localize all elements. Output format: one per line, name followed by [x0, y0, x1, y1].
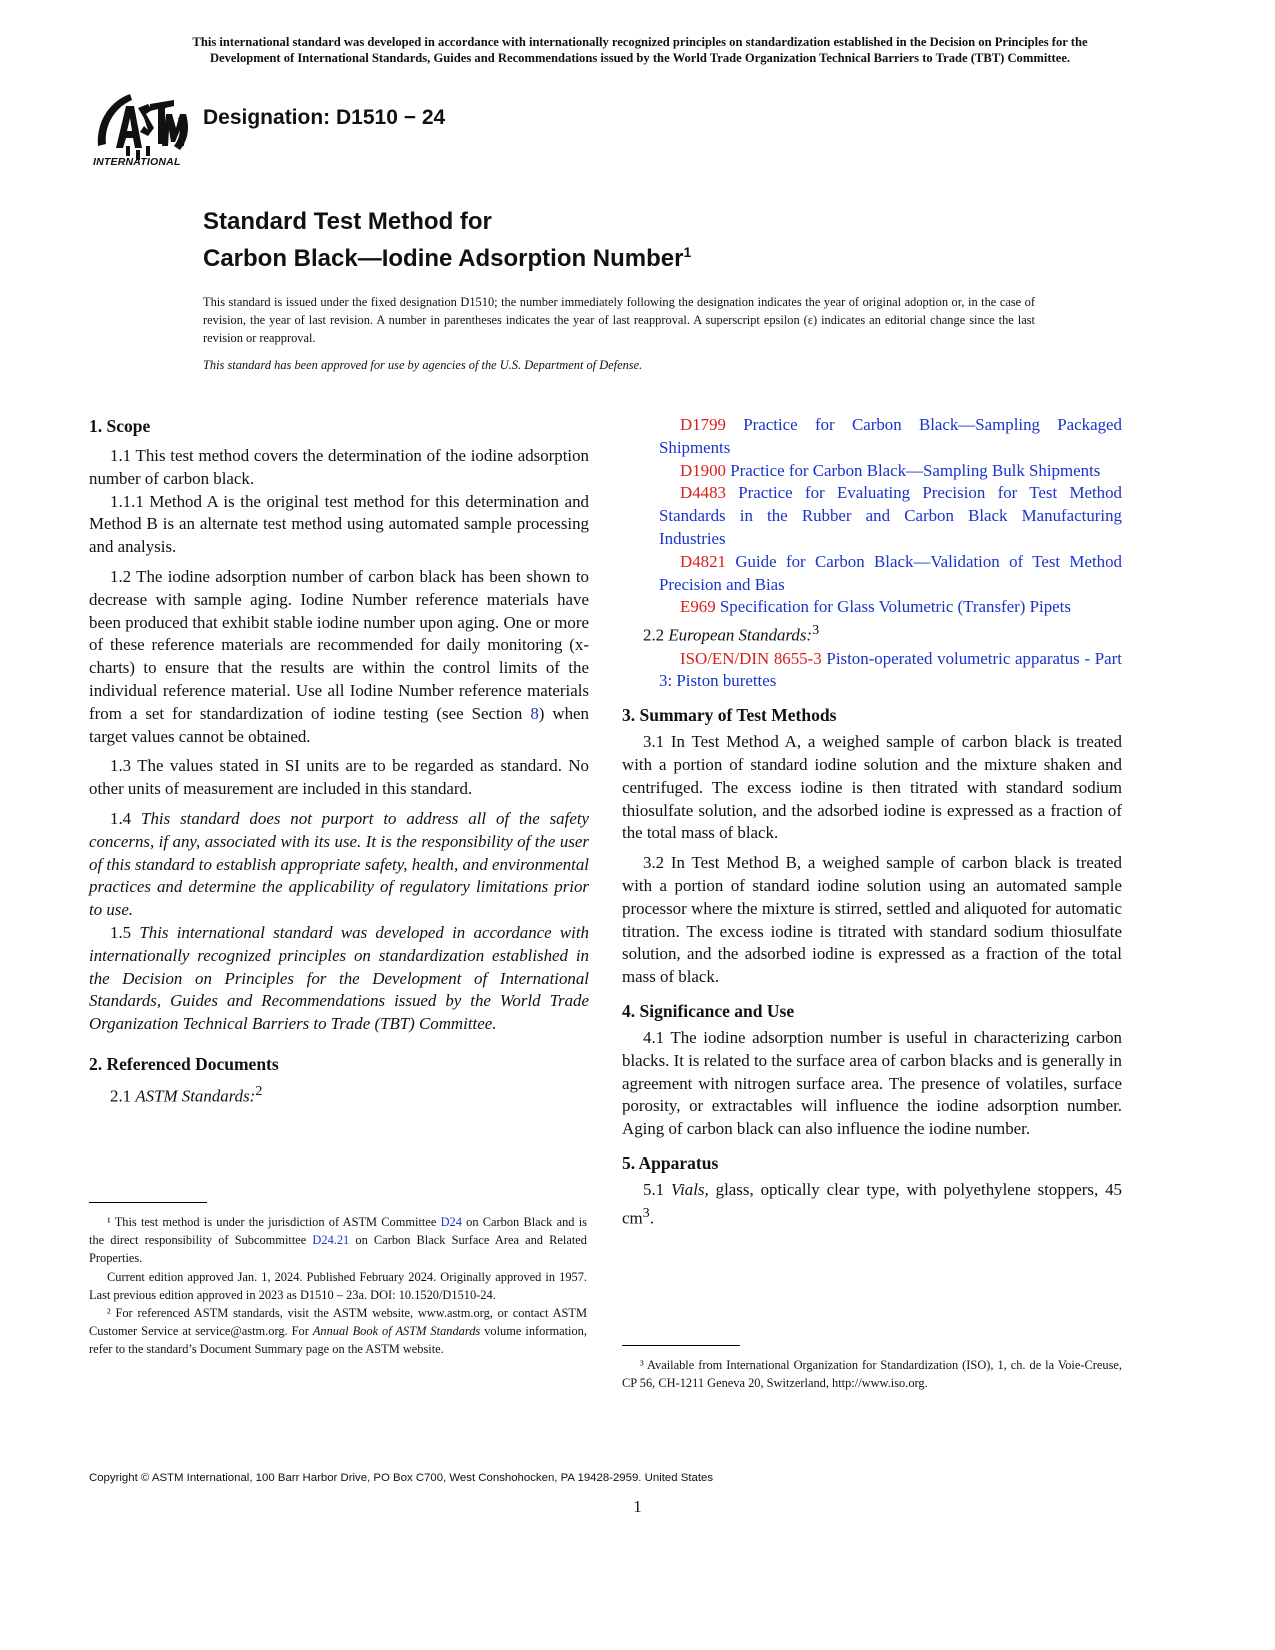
- section-4-heading: 4. Significance and Use: [622, 1000, 795, 1021]
- para-1-1-1: 1.1.1 Method A is the original test method for this determination and Method B is an alternate test method using automated sample processing and analysis.: [89, 491, 589, 557]
- title-line-1: Standard Test Method for: [203, 208, 492, 235]
- section-2-heading: 2. Referenced Documents: [89, 1053, 279, 1074]
- para-2-1-text: ASTM Standards:: [135, 1086, 256, 1106]
- reference-title[interactable]: Practice for Carbon Black—Sampling Bulk Shipments: [730, 460, 1101, 480]
- para-5-1-superscript: 3: [642, 1204, 650, 1221]
- committee-d24-link[interactable]: D24: [440, 1215, 462, 1229]
- para-3-1: 3.1 In Test Method A, a weighed sample of carbon black is treated with a portion of standard iodine solution and the mixture shaken and centrifuged. The excess iodine is then titrated with standard sodium thiosulfate solution, and the adsorbed iodine is expressed as a fraction of the total mass of black.: [622, 732, 1122, 843]
- para-1-1: 1.1 This test method covers the determination of the iodine adsorption number of carbon black.: [89, 446, 589, 488]
- reference-item[interactable]: [622, 460, 1122, 483]
- footnote-1-edition: Current edition approved Jan. 1, 2024. Published February 2024. Originally approved in 1957. Last previous edition approved in 2023 as D1510 – 23a. DOI: 10.1520/D1510-24.: [89, 1269, 587, 1302]
- footnote-1: [89, 1213, 587, 1268]
- top-notice: [80, 34, 1200, 66]
- para-2-1: [89, 1080, 589, 1108]
- para-1-2-text-b: ) when target values cannot be obtained.: [89, 703, 589, 746]
- reference-title[interactable]: Specification for Glass Volumetric (Transfer) Pipets: [719, 597, 1071, 617]
- notice-line-2: Development of International Standards, Guides and Recommendations issued by the World Trade Organization Technical Barriers to Trade (TBT) Committee.: [209, 51, 1071, 65]
- section-1-heading: 1. Scope: [89, 416, 151, 436]
- issuance-statement: This standard is issued under the fixed designation D1510; the number immediately following the designation indicates the year of original adoption or, in the case of revision, the year of last revision. A number in parentheses indicates the year of last reapproval. A superscript epsilon (ε) indicates an editorial change since the last revision or reapproval.: [203, 295, 1035, 345]
- section-8-link[interactable]: 8: [530, 703, 539, 723]
- reference-code[interactable]: D1799: [680, 415, 726, 434]
- page-number: 1: [633, 1497, 642, 1516]
- footnote-rule-right: [622, 1345, 740, 1346]
- reference-title[interactable]: Guide for Carbon Black—Validation of Test Method Precision and Bias: [659, 551, 1122, 594]
- reference-code[interactable]: D4821: [680, 551, 726, 571]
- title-line-2-text: Carbon Black—Iodine Adsorption Number: [203, 245, 684, 272]
- section-3-heading: 3. Summary of Test Methods: [622, 705, 837, 726]
- reference-item[interactable]: [622, 414, 1122, 460]
- iso-reference-title[interactable]: Piston-operated volumetric apparatus - Part 3: Piston burettes: [659, 648, 1122, 691]
- para-4-1: 4.1 The iodine adsorption number is useful in characterizing carbon blacks. It is related to the surface area of carbon blacks and is generally in agreement with nitrogen surface area. The presence of volatiles, surface porosity, or extractables will influence the iodine adsorption number. Aging of carbon black can also influence the iodine number.: [622, 1027, 1122, 1139]
- footnote-2-text-a: ² For referenced ASTM standards, visit the ASTM website, www.astm.org, or contact ASTM Customer Service at service@astm.org. For: [89, 1306, 587, 1339]
- para-1-4: [89, 808, 589, 922]
- dod-approval-note: This standard has been approved for use by agencies of the U.S. Department of Defense.: [203, 358, 643, 372]
- para-1-5-number: 1.5: [110, 922, 140, 942]
- para-1-2-text-a: 1.2 The iodine adsorption number of carbon black has been shown to decrease with sample aging. Iodine Number reference materials have been produced that exhibit stable iodine number upon aging. One or more of these reference materials are recommended for daily monitoring (x-charts) to ensure that the results are within the control limits of the individual reference material. Use all Iodine Number reference materials from a set for standardization of iodine testing (see Section: [89, 566, 589, 723]
- para-1-4-number: 1.4: [110, 808, 142, 828]
- para-5-1-italic: Vials,: [671, 1179, 709, 1199]
- footnotes-left: [89, 1213, 587, 1359]
- designation: Designation: D1510 − 24: [203, 106, 446, 129]
- para-5-1-number: 5.1: [643, 1179, 672, 1199]
- footnote-3: ³ Available from International Organization for Standardization (ISO), 1, ch. de la Voie-Creuse, CP 56, CH-1211 Geneva 20, Switzerland, http://www.iso.org.: [622, 1358, 1122, 1391]
- para-2-2-number: 2.2: [643, 625, 669, 645]
- para-2-2: [622, 619, 1122, 647]
- title-line-2: [203, 237, 691, 274]
- title-footnote-mark: 1: [683, 244, 692, 260]
- para-1-4-text: This standard does not purport to address all of the safety concerns, if any, associated with its use. It is the responsibility of the user of this standard to establish appropriate safety, health, and environmental practices and determine the applicability of regulatory limitations prior to use.: [89, 808, 590, 920]
- para-5-1-text: glass, optically clear type, with polyethylene stoppers, 45 cm: [622, 1179, 1122, 1228]
- para-2-1-footnote-mark: 2: [255, 1082, 263, 1099]
- footnote-1-text-c: on Carbon Black Surface Area and Related Properties.: [89, 1233, 587, 1266]
- footnote-1-text-a: ¹ This test method is under the jurisdiction of ASTM Committee: [107, 1215, 441, 1229]
- footnote-2-italic: Annual Book of ASTM Standards: [312, 1324, 481, 1339]
- footnote-2-text-b: volume information, refer to the standard’s Document Summary page on the ASTM website.: [89, 1324, 587, 1357]
- reference-item[interactable]: [622, 596, 1122, 619]
- para-5-1-end: .: [649, 1208, 654, 1228]
- reference-item[interactable]: [622, 482, 1122, 550]
- para-1-5: [89, 922, 589, 1036]
- para-3-2: 3.2 In Test Method B, a weighed sample of carbon black is treated with a portion of standard iodine solution using an automated sample processor where the mixture is stirred, settled and aliquoted for automatic titration. The excess iodine is titrated with standard sodium thiosulfate solution, and the adsorbed iodine is expressed as a fraction of the total mass of black.: [622, 853, 1122, 987]
- reference-code[interactable]: E969: [680, 597, 716, 617]
- para-2-2-text: European Standards:: [668, 625, 813, 645]
- para-1-5-text: This international standard was developed in accordance with internationally recognized principles on standardization established in the Decision on Principles for the Development of International Standards, Guides and Recommendations issued by the World Trade Organization Technical Barriers to Trade (TBT) Committee.: [89, 922, 590, 1034]
- iso-reference-item[interactable]: [622, 648, 1122, 694]
- section-5-heading: 5. Apparatus: [622, 1152, 719, 1173]
- para-2-1-number: 2.1: [110, 1086, 136, 1106]
- footnote-2: [89, 1304, 587, 1359]
- reference-title[interactable]: Practice for Carbon Black—Sampling Packaged Shipments: [659, 415, 1122, 457]
- reference-list: [622, 414, 1122, 619]
- footnotes-right: [622, 1356, 1122, 1392]
- reference-code[interactable]: D1900: [680, 460, 726, 480]
- footnote-rule-left: [89, 1202, 207, 1203]
- notice-line-1: This international standard was developed in accordance with internationally recognized principles on standardization established in the Decision on Principles for the: [192, 35, 1088, 49]
- para-1-3: 1.3 The values stated in SI units are to be regarded as standard. No other units of measurement are included in this standard.: [89, 756, 589, 799]
- para-1-2: [89, 566, 589, 748]
- iso-reference-code[interactable]: ISO/EN/DIN 8655-3: [680, 648, 822, 668]
- right-column: [622, 414, 1122, 1230]
- copyright-line: Copyright © ASTM International, 100 Barr Harbor Drive, PO Box C700, West Conshohocken, PA 19428-2959. United States: [89, 1472, 714, 1484]
- logo-text: INTERNATIONAL: [93, 156, 181, 168]
- para-5-1: [622, 1179, 1122, 1230]
- footnote-1-text-b: on Carbon Black and is the direct responsibility of Subcommittee: [89, 1215, 587, 1248]
- reference-item[interactable]: [622, 551, 1122, 597]
- document-title: [203, 206, 691, 274]
- para-2-2-footnote-mark: 3: [812, 622, 820, 639]
- reference-title[interactable]: Practice for Evaluating Precision for Test Method Standards in the Rubber and Carbon Black Manufacturing Industries: [659, 483, 1122, 548]
- reference-code[interactable]: D4483: [680, 483, 726, 503]
- subcommittee-d24-21-link[interactable]: D24.21: [312, 1233, 350, 1248]
- left-column: [89, 414, 589, 1108]
